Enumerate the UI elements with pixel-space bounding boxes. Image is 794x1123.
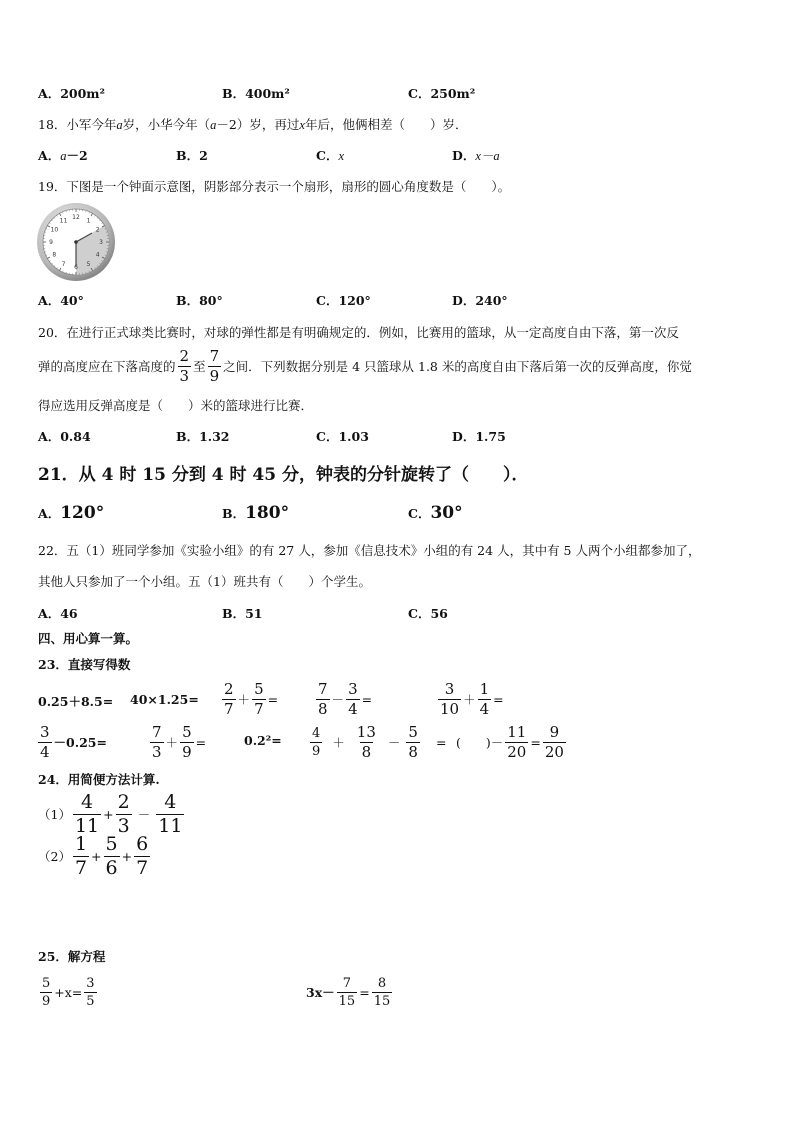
fraction-denominator: 6 — [105, 856, 118, 879]
fraction-numerator: 4 — [81, 790, 94, 813]
fraction-numerator: 4 — [312, 725, 321, 741]
q21-option-b-label: B． — [222, 506, 246, 521]
fraction — [355, 722, 378, 761]
fraction-numerator: 4 — [164, 790, 177, 813]
q17-option-b: B．400m² — [222, 86, 290, 101]
q19-question: 19．下图是一个钟面示意图，阴影部分表示一个扇形，扇形的圆心角度数是（ ）。 — [38, 179, 511, 194]
q17-option-c: C．250m² — [408, 86, 476, 101]
fraction-numerator: 7 — [152, 722, 162, 741]
fraction — [438, 679, 461, 718]
operator: ＋ — [237, 692, 251, 707]
q21-option-a-value: 120° — [60, 503, 105, 523]
fraction-denominator: 9 — [42, 993, 51, 1009]
q19-option-a: A．40° — [38, 293, 84, 308]
fraction-denominator: 15 — [373, 993, 391, 1009]
fraction-numerator: 7 — [209, 346, 220, 365]
clock-number: 10 — [50, 226, 59, 234]
fraction — [222, 679, 236, 718]
fraction-numerator: 7 — [318, 679, 328, 698]
clock-number: 2 — [95, 226, 100, 234]
fraction — [84, 977, 96, 1008]
q21-option-c-label: C． — [408, 506, 431, 521]
fraction — [73, 790, 101, 837]
q23-expr-7 — [148, 722, 206, 762]
fraction-denominator: 9 — [312, 743, 321, 759]
q19-option-d: D．240° — [452, 293, 508, 308]
q20-line-3: 得应选用反弹高度是（ ）米的篮球进行比赛． — [38, 398, 314, 413]
q19-option-b: B．80° — [176, 293, 223, 308]
clock-center — [74, 240, 78, 244]
q21-option-b-value: 180° — [245, 503, 290, 523]
fraction-denominator: 7 — [224, 699, 234, 718]
fraction-denominator: 8 — [361, 742, 372, 761]
q20-option-a: A．0.84 — [38, 429, 91, 444]
clock-number: 12 — [72, 214, 80, 222]
fraction-numerator: 5 — [42, 975, 51, 991]
q25-equation-1 — [38, 972, 99, 1012]
equation-middle: +x= — [54, 984, 83, 1000]
q23-expr-8: 0.2²= — [244, 733, 282, 748]
operator: ＋ — [463, 692, 476, 707]
fraction-numerator: 3 — [40, 722, 50, 741]
fraction-denominator: 15 — [338, 993, 356, 1009]
q24-title: 24．用简便方法计算. — [38, 772, 160, 787]
fraction-numerator: 2 — [179, 346, 190, 365]
q18-question — [38, 115, 467, 133]
fraction — [337, 977, 358, 1008]
clock-number: 5 — [86, 260, 91, 268]
fraction-numerator: 5 — [408, 722, 418, 741]
clock-number: 9 — [49, 239, 53, 247]
fraction-denominator: 10 — [440, 699, 460, 718]
fraction — [478, 679, 492, 718]
fraction-denominator: 4 — [479, 699, 490, 718]
fraction — [156, 790, 184, 837]
fraction-numerator: 13 — [356, 722, 376, 741]
fraction — [372, 977, 393, 1008]
q20-option-b: B．1.32 — [176, 429, 230, 444]
fraction-denominator: 7 — [254, 699, 264, 718]
fraction — [38, 722, 52, 761]
fraction-numerator: 2 — [224, 679, 234, 698]
clock-figure — [36, 202, 116, 282]
fraction-numerator: 7 — [342, 975, 352, 991]
clock-svg — [36, 202, 116, 282]
fraction-denominator: 20 — [544, 742, 564, 761]
q23-expr-9 — [308, 722, 446, 762]
q18-option-a-rest: －2 — [66, 148, 88, 163]
fraction-numerator: 5 — [182, 722, 192, 741]
fraction-7-9 — [208, 346, 222, 385]
q22-line-1: 22．五（1）班同学参加《实验小组》的有 27 人，参加《信息技术》小组的有 24 人，其中有 5 人两个小组都参加了， — [38, 543, 701, 558]
operator: + — [103, 806, 114, 822]
fraction — [134, 832, 150, 879]
clock-number: 8 — [52, 251, 57, 259]
q22-line-2: 其他人只参加了一个小组。五（1）班共有（ ）个学生。 — [38, 574, 371, 589]
q18-option-c-var: x — [338, 149, 345, 163]
operator: ＋ — [332, 735, 345, 750]
operator: ＋ — [165, 735, 179, 750]
q18-option-d-value: x－a — [475, 149, 500, 163]
fraction-2-3 — [178, 346, 192, 385]
fraction-denominator: 3 — [179, 366, 190, 385]
q18-var-a: a — [116, 118, 123, 132]
q18-text-3: －2）岁，再过 — [216, 117, 300, 132]
fraction — [252, 679, 266, 718]
q18-option-d-label: D． — [452, 148, 476, 163]
q23-expr-2: 40×1.25= — [130, 692, 199, 707]
equation-prefix: 3x－ — [306, 985, 335, 1000]
equals-sign: = — [435, 734, 447, 750]
q23-expr-1: 0.25＋8.5= — [38, 694, 114, 709]
fraction-denominator: 3 — [152, 742, 162, 761]
operator: － — [137, 807, 151, 822]
q23-expr-3 — [220, 681, 278, 717]
fraction — [316, 679, 330, 718]
q23-expr-4 — [314, 681, 372, 717]
fraction — [104, 832, 120, 879]
fraction-denominator: 7 — [136, 856, 149, 879]
fraction-denominator: 11 — [74, 814, 100, 837]
fraction — [543, 722, 566, 761]
q18-var-x: x — [299, 118, 305, 132]
fraction-numerator: 1 — [479, 679, 490, 698]
q24-part-2 — [38, 832, 152, 879]
expression-rest: －0.25= — [53, 735, 107, 750]
fraction-numerator: 5 — [105, 832, 118, 855]
fraction-denominator: 4 — [348, 699, 358, 718]
q18-option-a-label: A． — [38, 148, 61, 163]
q20-option-d: D．1.75 — [452, 429, 506, 444]
q19-option-c: C．120° — [316, 293, 371, 308]
q23-expr-5 — [436, 681, 504, 717]
q21-option-b — [222, 503, 289, 523]
equals-sign: = — [361, 691, 373, 707]
q25-equation-2 — [306, 972, 394, 1012]
fraction — [180, 722, 194, 761]
equals-sign: = — [359, 984, 370, 1000]
q20-line-2-mid: 至 — [193, 359, 206, 374]
fraction-denominator: 20 — [507, 742, 527, 761]
clock-number: 3 — [99, 239, 103, 247]
fraction-numerator: 6 — [136, 832, 149, 855]
q21-question: 21．从 4 时 15 分到 4 时 45 分，钟表的分针旋转了（ ）． — [38, 465, 529, 485]
q18-var-a2: a — [210, 118, 217, 132]
equals-sign: = — [530, 734, 541, 750]
part-label: （1） — [38, 807, 71, 822]
operator: + — [121, 848, 133, 864]
q22-option-a: A．46 — [38, 606, 78, 621]
clock-number: 7 — [61, 260, 66, 268]
fraction-numerator: 3 — [444, 679, 455, 698]
q23-expr-6 — [36, 722, 107, 762]
q21-option-c — [408, 503, 463, 523]
q25-title: 25．解方程 — [38, 949, 106, 964]
fraction-numerator: 9 — [549, 722, 560, 741]
q18-option-c — [316, 146, 344, 164]
fraction — [116, 790, 132, 837]
q23-expr-10 — [456, 722, 568, 762]
q18-text-1: 18．小军今年 — [38, 117, 117, 132]
q17-option-a: A．200m² — [38, 86, 105, 101]
q20-line-2-post: 之间．下列数据分别是 4 只篮球从 1.8 米的高度自由下落后第一次的反弹高度，你觉 — [223, 359, 692, 374]
fraction-numerator: 1 — [74, 832, 88, 855]
fraction — [73, 832, 89, 879]
q18-option-a — [38, 146, 88, 164]
fraction-denominator: 7 — [74, 856, 88, 879]
q22-option-b: B．51 — [222, 606, 263, 621]
q18-option-c-label: C． — [316, 148, 339, 163]
clock-number: 4 — [95, 251, 100, 259]
equals-sign: = — [493, 691, 504, 707]
q18-option-d — [452, 146, 500, 164]
clock-number: 6 — [74, 264, 78, 272]
operator: + — [91, 848, 102, 864]
fraction — [310, 727, 322, 758]
fraction-denominator: 8 — [408, 742, 418, 761]
fraction-numerator: 8 — [377, 975, 387, 991]
fraction-denominator: 4 — [40, 742, 50, 761]
fraction-denominator: 5 — [86, 993, 95, 1009]
fraction — [406, 722, 420, 761]
fraction-numerator: 5 — [254, 679, 264, 698]
q18-option-b: B．2 — [176, 148, 208, 163]
clock-number: 1 — [86, 217, 91, 225]
fraction-denominator: 9 — [209, 366, 220, 385]
q21-option-c-value: 30° — [430, 503, 463, 523]
blank-paren: ( )－ — [456, 735, 504, 750]
fraction — [150, 722, 164, 761]
equals-sign: = — [267, 691, 279, 707]
q21-option-a — [38, 503, 104, 523]
q20-option-c: C．1.03 — [316, 429, 369, 444]
q18-option-a-var: a — [60, 149, 67, 163]
fraction-numerator: 11 — [507, 722, 527, 741]
fraction-denominator: 8 — [318, 699, 328, 718]
operator: － — [331, 692, 345, 707]
q22-option-c: C．56 — [408, 606, 448, 621]
part-label: （2） — [38, 849, 71, 864]
fraction-denominator: 3 — [117, 814, 130, 837]
q20-line-1: 20．在进行正式球类比赛时，对球的弹性都是有明确规定的．例如，比赛用的篮球，从一定高度自由下落，第一次反 — [38, 325, 679, 340]
q20-line-2 — [38, 348, 692, 384]
q23-title: 23．直接写得数 — [38, 657, 131, 672]
fraction-numerator: 2 — [117, 790, 130, 813]
equals-sign: = — [195, 734, 207, 750]
fraction-denominator: 9 — [182, 742, 192, 761]
section-heading: 四、用心算一算。 — [38, 631, 139, 646]
operator: － — [387, 735, 401, 750]
q20-line-2-pre: 弹的高度应在下落高度的 — [38, 359, 176, 374]
clock-number: 11 — [59, 217, 68, 225]
fraction-numerator: 3 — [348, 679, 358, 698]
q24-part-1 — [38, 790, 186, 837]
fraction — [505, 722, 528, 761]
fraction — [40, 977, 52, 1008]
fraction-denominator: 11 — [158, 814, 183, 837]
q21-option-a-label: A． — [38, 506, 61, 521]
fraction-numerator: 3 — [86, 975, 95, 991]
q18-text-2: 岁，小华今年（ — [122, 117, 211, 132]
q18-text-4: 年后，他俩相差（ ）岁． — [304, 117, 468, 132]
fraction — [346, 679, 360, 718]
